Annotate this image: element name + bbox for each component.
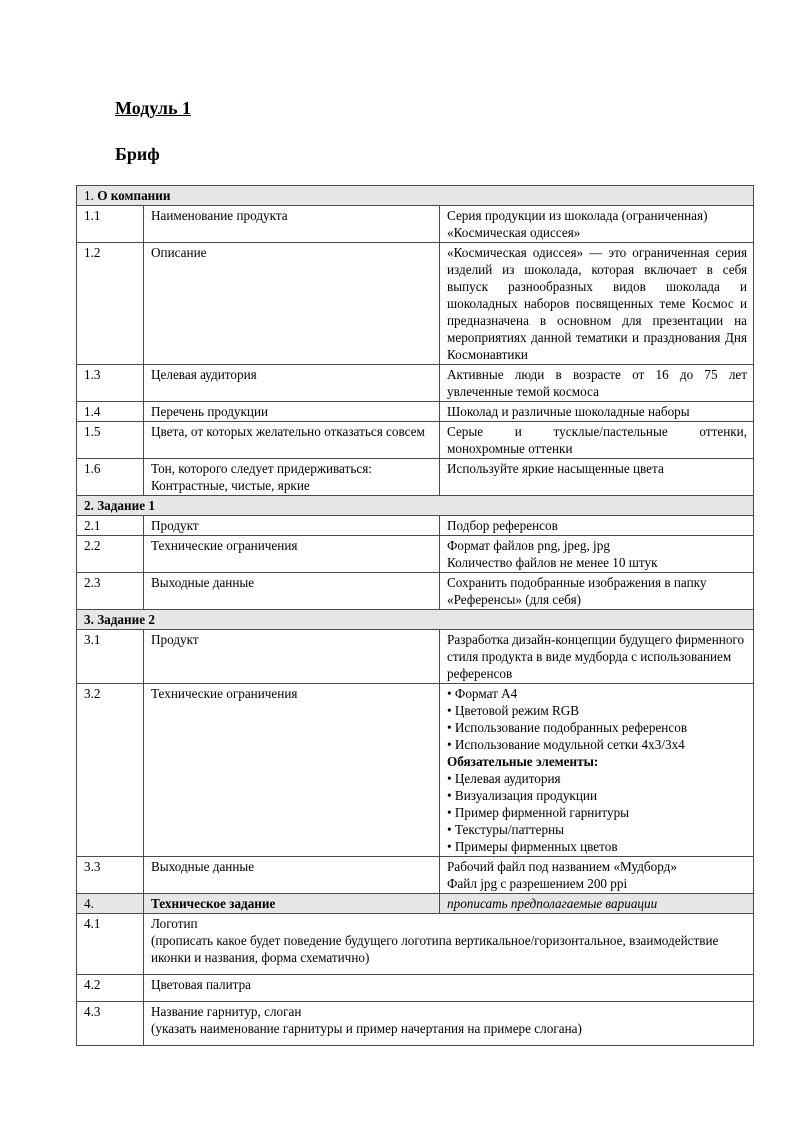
section-header-company	[77, 186, 754, 206]
row-value-line: Количество файлов не менее 10 штук	[447, 555, 658, 570]
row-content	[144, 1002, 754, 1046]
table-row	[77, 459, 754, 496]
section-note: прописать предполагаемые вариации	[440, 894, 754, 914]
table-row	[77, 857, 754, 894]
row-number: 1.1	[77, 206, 144, 243]
row-value: Сохранить подобранные изображения в папку «Референсы» (для себя)	[440, 573, 754, 610]
required-elements-heading: Обязательные элементы:	[447, 754, 599, 769]
row-label: Целевая аудитория	[144, 365, 440, 402]
table-row	[77, 684, 754, 857]
row-content-title: Название гарнитур, слоган	[151, 1004, 302, 1019]
row-number: 3.1	[77, 630, 144, 684]
row-number: 1.3	[77, 365, 144, 402]
row-value: «Космическая одиссея» — это ограниченная серия изделий из шоколада, которая включает в себя выпуск разнообразных видов шоколада и шоколадных наборов посвященных теме Космос и предназначена в основном для презентации на мероприятиях данной тематики и празднования Дня Космонавтики	[440, 243, 754, 365]
row-number: 4.1	[77, 914, 144, 975]
list-item: • Цветовой режим RGB	[447, 703, 580, 718]
row-label: Выходные данные	[144, 857, 440, 894]
section-header-task2	[77, 610, 754, 630]
section-header-task1	[77, 496, 754, 516]
row-value-line: Формат файлов png, jpeg, jpg	[447, 538, 610, 553]
row-number: 1.5	[77, 422, 144, 459]
row-number: 3.2	[77, 684, 144, 857]
row-value-line: Рабочий файл под названием «Мудборд»	[447, 859, 677, 874]
module-title: Модуль 1	[115, 98, 192, 118]
table-row	[77, 536, 754, 573]
row-content-title: Логотип	[151, 916, 198, 931]
row-number: 3.3	[77, 857, 144, 894]
table-row	[77, 516, 754, 536]
table-row	[77, 243, 754, 365]
brief-table	[76, 185, 754, 1046]
row-number: 2.2	[77, 536, 144, 573]
row-value: Подбор референсов	[440, 516, 754, 536]
row-label: Технические ограничения	[144, 536, 440, 573]
section-number: 1.	[84, 188, 94, 203]
section-header-tech-spec	[77, 894, 754, 914]
row-label: Продукт	[144, 630, 440, 684]
list-item: • Текстуры/паттерны	[447, 822, 565, 837]
row-value-line: Серые и тусклые/пастельные оттенки,	[447, 424, 748, 439]
table-row	[77, 975, 754, 1002]
table-row	[77, 422, 754, 459]
list-item: • Примеры фирменных цветов	[447, 839, 618, 854]
row-label-line: Контрастные, чистые, яркие	[151, 478, 310, 493]
section-title-cell	[77, 186, 754, 206]
row-number: 1.2	[77, 243, 144, 365]
table-row	[77, 365, 754, 402]
row-value	[440, 536, 754, 573]
section-title: О компании	[97, 188, 171, 203]
row-content-note: (прописать какое будет поведение будущего логотипа вертикальное/горизонтальное, взаимодействие иконки и названия, форма схематично)	[151, 933, 719, 965]
row-label: Технические ограничения	[144, 684, 440, 857]
table-row	[77, 630, 754, 684]
brief-title: Бриф	[115, 144, 160, 164]
table-row	[77, 206, 754, 243]
row-value	[440, 857, 754, 894]
row-number: 2.1	[77, 516, 144, 536]
list-item: • Использование модульной сетки 4х3/3х4	[447, 737, 685, 752]
row-value: Разработка дизайн-концепции будущего фирменного стиля продукта в виде мудборда с использованием референсов	[440, 630, 754, 684]
list-item: • Целевая аудитория	[447, 771, 561, 786]
table-row	[77, 402, 754, 422]
row-number: 1.6	[77, 459, 144, 496]
row-value: Шоколад и различные шоколадные наборы	[440, 402, 754, 422]
list-item: • Использование подобранных референсов	[447, 720, 688, 735]
table-row	[77, 914, 754, 975]
table-row	[77, 573, 754, 610]
row-content	[144, 914, 754, 975]
section-number: 4.	[77, 894, 144, 914]
section-title: 2. Задание 1	[77, 496, 754, 516]
row-content-note: (указать наименование гарнитуры и пример начертания на примере слогана)	[151, 1021, 582, 1036]
row-content	[144, 975, 754, 1002]
row-label: Выходные данные	[144, 573, 440, 610]
row-label-line: Тон, которого следует придерживаться:	[151, 461, 372, 476]
section-title: 3. Задание 2	[77, 610, 754, 630]
row-number: 4.2	[77, 975, 144, 1002]
section-title: Техническое задание	[144, 894, 440, 914]
row-number: 4.3	[77, 1002, 144, 1046]
row-value-line: монохромные оттенки	[447, 441, 573, 456]
row-label: Цвета, от которых желательно отказаться совсем	[144, 422, 440, 459]
row-value: Активные люди в возрасте от 16 до 75 лет увлеченные темой космоса	[440, 365, 754, 402]
row-label: Продукт	[144, 516, 440, 536]
row-value: Серия продукции из шоколада (ограниченная) «Космическая одиссея»	[440, 206, 754, 243]
row-number: 1.4	[77, 402, 144, 422]
row-label: Наименование продукта	[144, 206, 440, 243]
list-item: • Визуализация продукции	[447, 788, 598, 803]
table-row	[77, 1002, 754, 1046]
row-content-title: Цветовая палитра	[151, 977, 252, 992]
row-label: Перечень продукции	[144, 402, 440, 422]
row-label	[144, 459, 440, 496]
row-value	[440, 422, 754, 459]
row-value	[440, 684, 754, 857]
list-item: • Пример фирменной гарнитуры	[447, 805, 630, 820]
row-value-line: Файл jpg с разрешением 200 ppi	[447, 876, 628, 891]
row-value: Используйте яркие насыщенные цвета	[440, 459, 754, 496]
row-number: 2.3	[77, 573, 144, 610]
list-item: • Формат А4	[447, 686, 518, 701]
row-label: Описание	[144, 243, 440, 365]
